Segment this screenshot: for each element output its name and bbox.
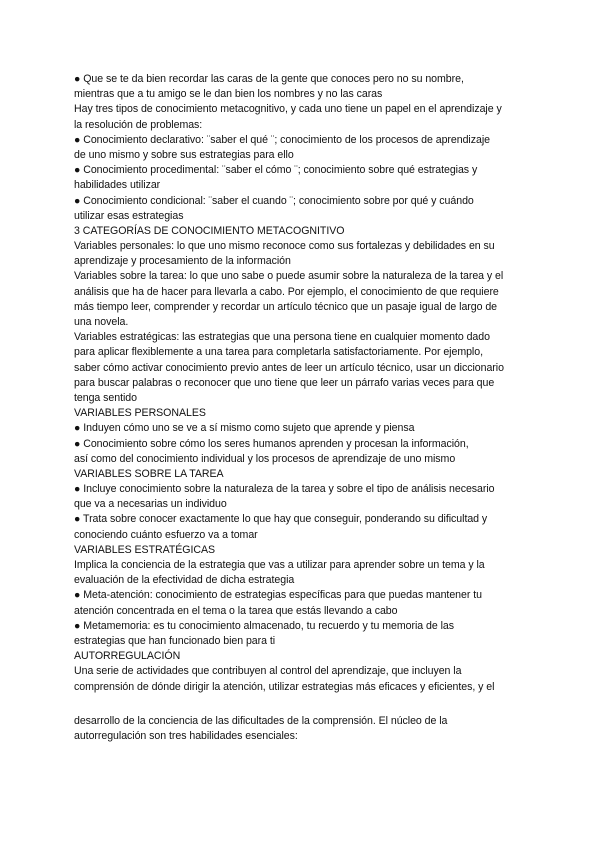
text-line: Una serie de actividades que contribuyen al control del aprendizaje, que incluyen la — [74, 665, 462, 678]
section-heading: VARIABLES PERSONALES — [74, 407, 206, 420]
text-line: Hay tres tipos de conocimiento metacognitivo, y cada uno tiene un papel en el aprendizaje y — [74, 103, 502, 116]
text-line: de uno mismo y sobre sus estrategias para ello — [74, 148, 294, 161]
section-heading: VARIABLES SOBRE LA TAREA — [74, 467, 224, 480]
text-line: desarrollo de la conciencia de las dificultades de la comprensión. El núcleo de la — [74, 714, 448, 727]
text-line: saber cómo activar conocimiento previo antes de leer un artículo técnico, usar un diccionario — [74, 361, 504, 374]
paragraph-gap — [74, 695, 544, 714]
text-line: ● Meta-atención: conocimiento de estrategias específicas para que puedas mantener tu — [74, 589, 482, 602]
text-line: Implica la conciencia de la estrategia que vas a utilizar para aprender sobre un tema y la — [74, 559, 485, 571]
text-line: ● Conocimiento condicional: ¨saber el cuando ¨; conocimiento sobre por qué y cuándo — [74, 194, 474, 207]
text-line: ● Induyen cómo uno se ve a sí mismo como sujeto que aprende y piensa — [74, 422, 415, 435]
text-line: ● Metamemoria: es tu conocimiento almacenado, tu recuerdo y tu memoria de las — [74, 619, 454, 632]
text-line: utilizar esas estrategias — [74, 209, 184, 222]
text-line: análisis que ha de hacer para llevarla a cabo. Por ejemplo, el conocimiento de que requiere — [74, 285, 499, 298]
text-line: más tiempo leer, comprender y recordar un artículo técnico que un pasaje igual de largo de — [74, 300, 498, 313]
text-line: ● Que se te da bien recordar las caras de la gente que conoces pero no su nombre, — [74, 73, 464, 85]
text-line: para aplicar flexiblemente a una tarea para completarla satisfactoriamente. Por ejemplo, — [74, 346, 483, 359]
text-line: conociendo cuánto esfuerzo va a tomar — [74, 528, 258, 541]
text-line: tenga sentido — [74, 391, 137, 404]
text-line: ● Conocimiento procedimental: ¨saber el cómo ¨; conocimiento sobre qué estrategias y — [74, 164, 478, 177]
section-heading: 3 CATEGORÍAS DE CONOCIMIENTO METACOGNITIVO — [74, 224, 345, 237]
text-line: ● Trata sobre conocer exactamente lo que hay que conseguir, ponderando su dificultad y — [74, 513, 488, 526]
text-line: Variables estratégicas: las estrategias que una persona tiene en cualquier momento dado — [74, 331, 490, 344]
text-line: ● Conocimiento sobre cómo los seres humanos aprenden y procesan la información, — [74, 437, 469, 450]
text-line: habilidades utilizar — [74, 179, 161, 192]
text-line: comprensión de dónde dirigir la atención, utilizar estrategias más eficaces y eficientes, y el — [74, 680, 495, 693]
text-line: Variables sobre la tarea: lo que uno sabe o puede asumir sobre la naturaleza de la tarea y el — [74, 270, 504, 283]
document-body — [74, 72, 544, 744]
text-line: la resolución de problemas: — [74, 118, 203, 131]
text-line: atención concentrada en el tema o la tarea que estás llevando a cabo — [74, 604, 398, 617]
text-line: estrategias que han funcionado bien para ti — [74, 634, 276, 647]
text-line: ● Conocimiento declarativo: ¨saber el qué ¨; conocimiento de los procesos de aprendizaje — [74, 133, 490, 146]
section-heading: VARIABLES ESTRATÉGICAS — [74, 543, 215, 556]
text-line: Variables personales: lo que uno mismo reconoce como sus fortalezas y debilidades en su — [74, 240, 495, 253]
text-line: para buscar palabras o reconocer que uno tiene que leer un párrafo varias veces para que — [74, 376, 495, 389]
section-heading: AUTORREGULACIÓN — [74, 650, 181, 663]
text-line: mientras que a tu amigo se le dan bien los nombres y no las caras — [74, 88, 383, 101]
text-line: así como del conocimiento individual y los procesos de aprendizaje de uno mismo — [74, 452, 456, 465]
text-line: ● Incluye conocimiento sobre la naturaleza de la tarea y sobre el tipo de análisis necesario — [74, 483, 495, 496]
text-line: que va a necesarias un individuo — [74, 498, 227, 511]
text-line: evaluación de la efectividad de dicha estrategia — [74, 574, 295, 587]
text-line: autorregulación son tres habilidades esenciales: — [74, 729, 298, 742]
text-line: una novela. — [74, 316, 129, 328]
text-line: aprendizaje y procesamiento de la información — [74, 255, 291, 268]
